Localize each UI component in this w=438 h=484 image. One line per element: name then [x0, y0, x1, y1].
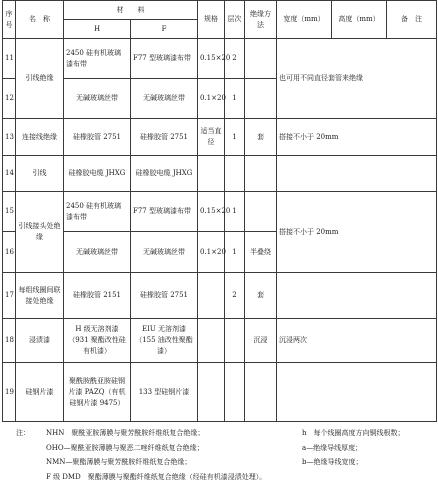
row-layers: [225, 319, 245, 363]
col-name-header: 名 称: [16, 1, 64, 39]
row-no: 14: [3, 156, 16, 192]
row-remark: 搭接不小于 20mm: [277, 192, 437, 273]
row-layers: 1: [225, 119, 245, 156]
row-name: 引线接头处绝缘: [16, 192, 64, 273]
row-material-h: 硅橡胶管 2151: [64, 273, 131, 319]
footnotes: [16, 426, 436, 484]
row-no: 15: [3, 192, 16, 232]
row-method: [245, 192, 277, 232]
row-method: [245, 156, 277, 192]
footnote-right: b—绝缘导线宽度；: [302, 455, 362, 470]
col-layers-header: 层次: [225, 1, 245, 39]
row-material-f: 无碱玻璃丝带: [131, 232, 198, 273]
row-layers: 1: [225, 79, 245, 119]
table-row: [3, 156, 437, 192]
col-height-header: 高度（mm）: [332, 1, 387, 39]
row-method: 沉浸: [245, 319, 277, 363]
col-material-header: 材 料: [64, 1, 198, 20]
row-material-h: 无碱玻璃丝带: [64, 232, 131, 273]
row-material-f: 无碱玻璃丝带: [131, 79, 198, 119]
footnote-left: NHN 聚酰亚胺薄膜与聚芳酰胺纤维纸复合绝缘；: [16, 429, 204, 437]
row-remark: 沉浸两次: [277, 319, 437, 363]
table-row: [3, 363, 437, 422]
row-no: 18: [3, 319, 16, 363]
footnote-right: a—绝缘导线厚度；: [302, 441, 362, 456]
row-name: 浸渍漆: [16, 319, 64, 363]
row-method: 半叠绕: [245, 232, 277, 273]
table-row: [3, 119, 437, 156]
footnote-line: [16, 441, 436, 456]
row-method: [245, 39, 277, 79]
row-material-h: 2450 硅有机玻璃漆布带: [64, 192, 131, 232]
row-no: 11: [3, 39, 16, 79]
row-material-h: 2450 硅有机玻璃漆布带: [64, 39, 131, 79]
row-layers: 2: [225, 273, 245, 319]
row-layers: 2: [225, 39, 245, 79]
table-row: [3, 273, 437, 319]
table-row: [3, 39, 437, 79]
row-name: 硅钢片漆: [16, 363, 64, 422]
row-remark: [277, 363, 437, 422]
col-material-h-header: H: [64, 20, 131, 39]
row-layers: [225, 363, 245, 422]
row-material-f: 133 型硅钢片漆: [131, 363, 198, 422]
col-width-header: 宽度（mm）: [277, 1, 332, 39]
table-row: [3, 319, 437, 363]
row-material-h: 硅橡胶电缆 JHXG: [64, 156, 131, 192]
row-spec: 0.1×20: [198, 232, 225, 273]
row-spec: 0.1×20: [198, 79, 225, 119]
row-method: [245, 363, 277, 422]
row-method: 套: [245, 119, 277, 156]
row-material-f: 硅橡胶管 2751: [131, 119, 198, 156]
row-layers: [225, 156, 245, 192]
footnote-left: NMN—聚酯薄膜与聚芳酰胺纤维纸复合绝缘；: [16, 458, 191, 466]
row-spec: [198, 363, 225, 422]
row-no: 13: [3, 119, 16, 156]
footnote-line: [16, 426, 436, 441]
row-remark: 搭接不小于 20mm: [277, 119, 437, 156]
footnote-right: h 每个线圈高度方向铜线根数；: [302, 426, 405, 441]
row-no: 16: [3, 232, 16, 273]
row-name: 引线绝缘: [16, 39, 64, 119]
footnote-line: [16, 470, 436, 484]
row-method: [245, 79, 277, 119]
col-spec-header: 规格: [198, 1, 225, 39]
row-spec: 0.15×20: [198, 192, 225, 232]
row-material-f: F77 型玻璃漆布带: [131, 39, 198, 79]
row-material-h: H 级无溶剂漆（931 聚酯改性硅有机漆）: [64, 319, 131, 363]
row-no: 17: [3, 273, 16, 319]
row-spec: [198, 156, 225, 192]
row-name: 连接线绝缘: [16, 119, 64, 156]
row-remark: [277, 156, 437, 192]
row-spec: 适当直径: [198, 119, 225, 156]
row-method: 套: [245, 273, 277, 319]
col-no-header: 序号: [3, 1, 16, 39]
row-remark: 也可用不同直径套管来绝缘: [277, 39, 437, 119]
row-material-f: EIU 无溶剂漆（155 油改性聚酯漆）: [131, 319, 198, 363]
footnote-left: F 级 DMD 聚酯薄膜与聚酯纤维纸复合绝缘（经硅有机漆浸渍处理）。: [16, 473, 266, 481]
row-spec: 0.15×20: [198, 39, 225, 79]
col-remarks-header: 备 注: [387, 1, 437, 39]
row-spec: [198, 319, 225, 363]
footnote-line: [16, 455, 436, 470]
footnote-label: 注：: [16, 426, 30, 441]
row-material-h: 无碱玻璃丝带: [64, 79, 131, 119]
row-no: 19: [3, 363, 16, 422]
row-layers: 1: [225, 232, 245, 273]
insulation-spec-table: [2, 0, 437, 422]
row-spec: [198, 273, 225, 319]
row-name: 每组线圈间联接处绝缘: [16, 273, 64, 319]
row-material-f: 硅橡胶电缆 JHXG: [131, 156, 198, 192]
col-method-header: 绝缘方法: [245, 1, 277, 39]
row-layers: 1: [225, 192, 245, 232]
row-no: 12: [3, 79, 16, 119]
row-name: 引线: [16, 156, 64, 192]
footnote-left: OHO—聚酰亚胺薄膜与聚恶二唑纤维纸复合绝缘；: [16, 444, 204, 452]
row-material-f: F77 型玻璃漆布带: [131, 192, 198, 232]
row-material-f: 硅橡胶管 2751: [131, 273, 198, 319]
row-material-h: 聚酰胺酰亚胺硅钢片漆 PAZQ（有机硅钢片漆 9475）: [64, 363, 131, 422]
col-material-f-header: F: [131, 20, 198, 39]
table-row: [3, 192, 437, 232]
row-remark: [277, 273, 437, 319]
row-material-h: 硅橡胶管 2751: [64, 119, 131, 156]
